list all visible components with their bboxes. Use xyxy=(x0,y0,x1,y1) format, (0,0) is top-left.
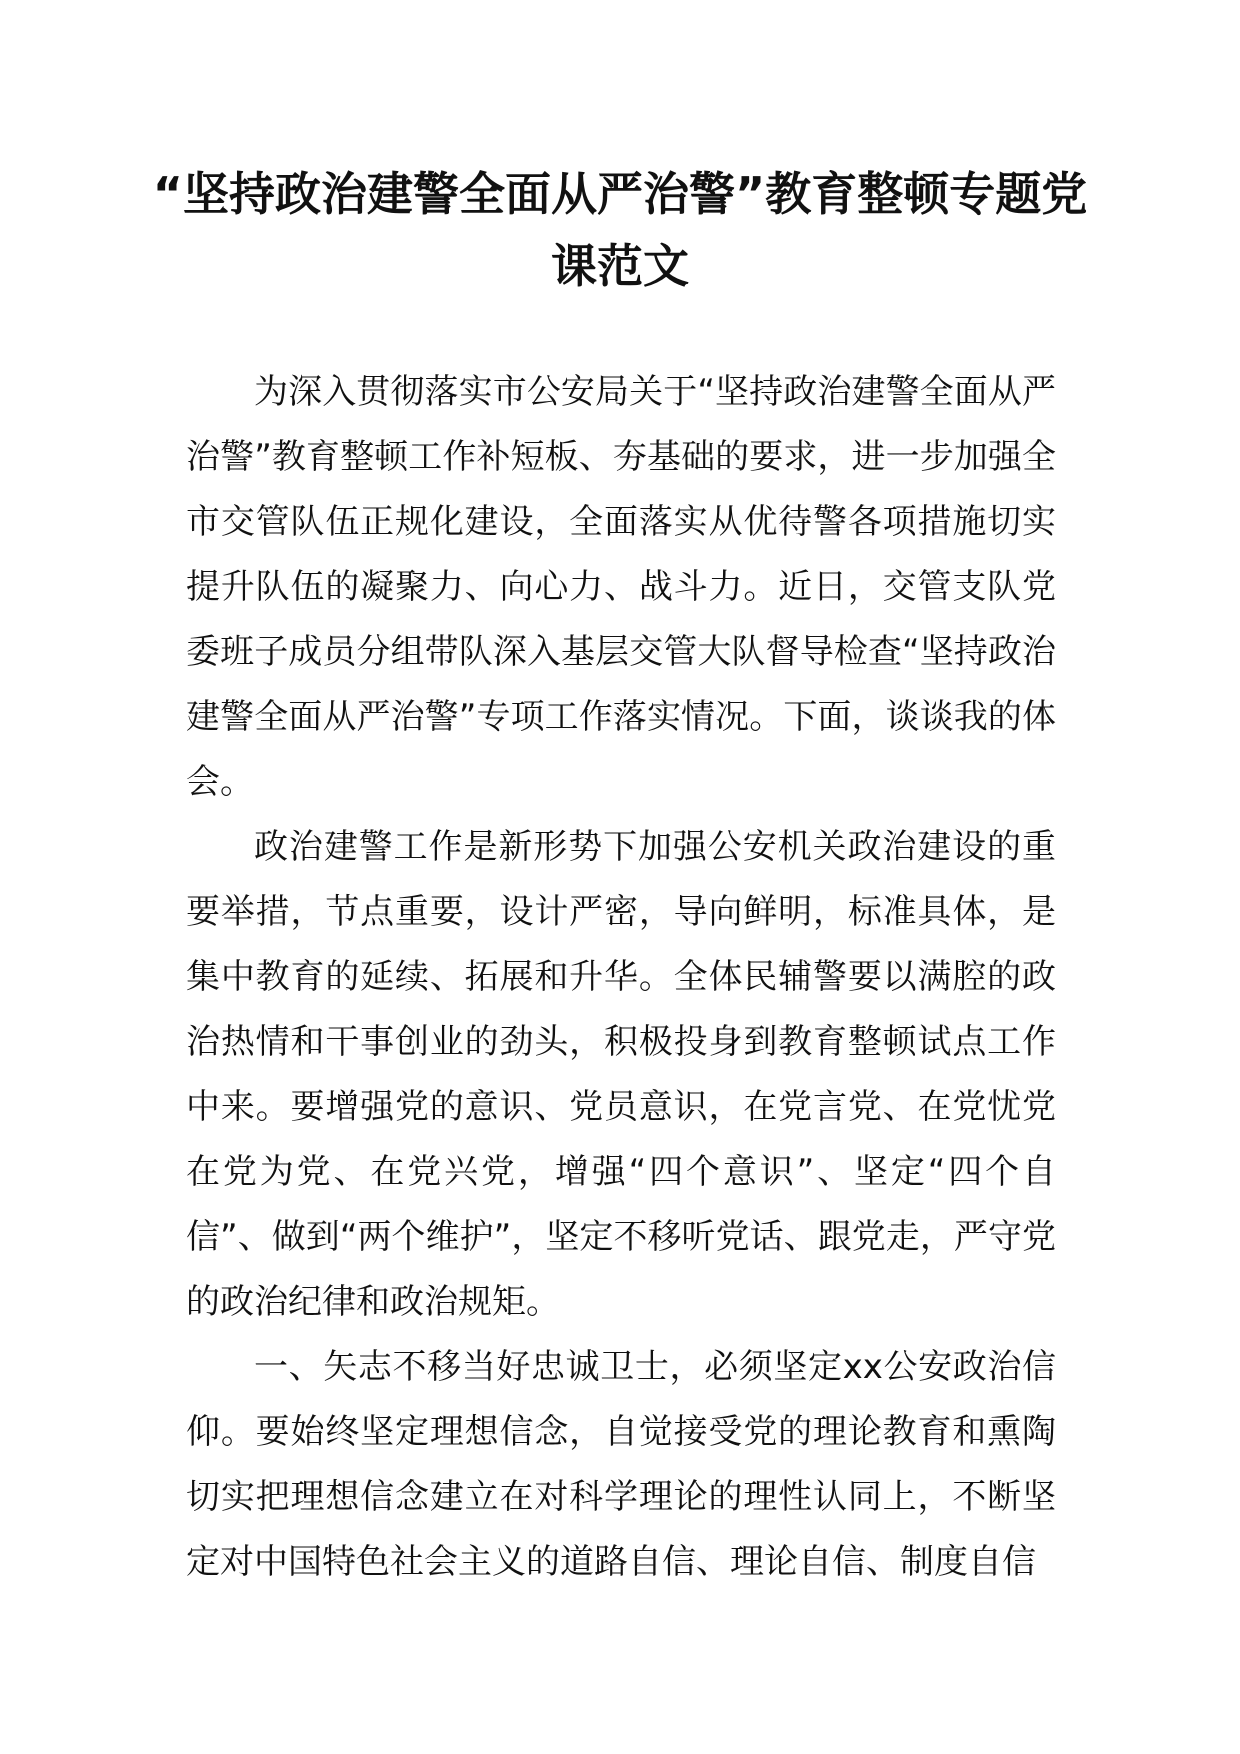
paragraph-section-one: 一、矢志不移当好忠诚卫士，必须坚定xx公安政治信仰。要始终坚定理想信念，自觉接受党的理论教育和熏陶切实把理想信念建立在对科学理论的理性认同上，不断坚定对中国特色社会主义的道路自信、理论自信、制度自信 xyxy=(186,1347,1056,1582)
paragraph-intro: 为深入贯彻落实市公安局关于“坚持政治建警全面从严治警”教育整顿工作补短板、夯基础的要求，进一步加强全市交管队伍正规化建设，全面落实从优待警各项措施切实提升队伍的凝聚力、向心力、战斗力。近日，交管支队党委班子成员分组带队深入基层交管大队督导检查“坚持政治建警全面从严治警”专项工作落实情况。下面，谈谈我的体会。 xyxy=(186,372,1056,802)
paragraph-political-building: 政治建警工作是新形势下加强公安机关政治建设的重要举措，节点重要，设计严密，导向鲜明，标准具体，是集中教育的延续、拓展和升华。全体民辅警要以满腔的政治热情和干事创业的劲头，积极投身到教育整顿试点工作中来。要增强党的意识、党员意识，在党言党、在党忧党在党为党、在党兴党，增强“四个意识”、坚定“四个自信”、做到“两个维护”，坚定不移听党话、跟党走，严守党的政治纪律和政治规矩。 xyxy=(186,827,1056,1322)
document-title: “坚持政治建警全面从严治警”教育整顿专题党课范文 xyxy=(152,167,1088,293)
document-body xyxy=(186,360,1056,1595)
